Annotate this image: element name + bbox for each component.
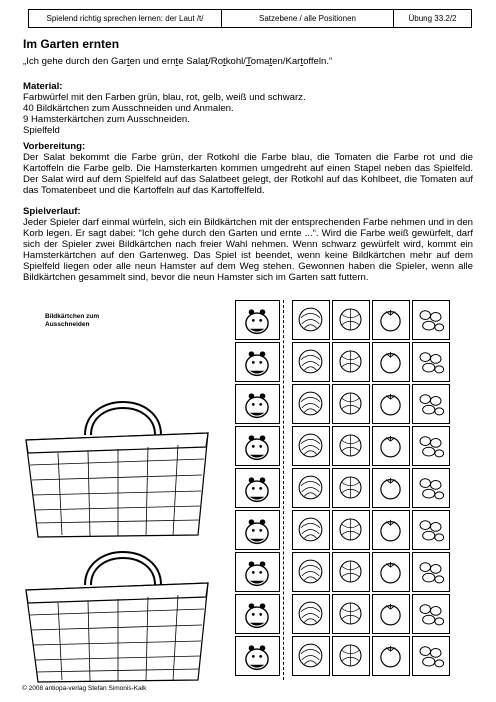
hamster-card <box>235 342 280 382</box>
hamster-card <box>235 300 280 340</box>
lettuce-icon <box>293 469 328 506</box>
cabbage-card <box>332 342 370 382</box>
hamster-card <box>235 594 280 634</box>
material-line: Spielfeld <box>23 125 60 136</box>
lettuce-card <box>292 300 330 340</box>
tomato-icon <box>373 637 408 674</box>
tomato-card <box>372 468 410 508</box>
lettuce-icon <box>293 511 328 548</box>
lettuce-card <box>292 510 330 550</box>
potato-card <box>412 342 450 382</box>
potato-icon <box>413 595 448 632</box>
hamster-icon <box>236 343 278 380</box>
lettuce-icon <box>293 385 328 422</box>
cabbage-icon <box>333 553 368 590</box>
hamster-icon <box>236 385 278 422</box>
hamster-icon <box>236 553 278 590</box>
tomato-icon <box>373 343 408 380</box>
cabbage-icon <box>333 511 368 548</box>
footer-copyright: © 2008 antiopa-verlag Stefan Simonis-Kalk <box>22 685 147 692</box>
lettuce-card <box>292 384 330 424</box>
cabbage-card <box>332 636 370 676</box>
potato-card <box>412 426 450 466</box>
potato-card <box>412 636 450 676</box>
lettuce-icon <box>293 427 328 464</box>
cabbage-icon <box>333 301 368 338</box>
cabbage-card <box>332 594 370 634</box>
tomato-icon <box>373 469 408 506</box>
tomato-card <box>372 426 410 466</box>
lettuce-icon <box>293 553 328 590</box>
header-table <box>28 9 472 28</box>
cabbage-card <box>332 384 370 424</box>
tomato-card <box>372 300 410 340</box>
material-section <box>23 81 473 136</box>
header-topic: Spielend richtig sprechen lernen: der Laut /t/ <box>29 10 222 27</box>
tomato-card <box>372 552 410 592</box>
lettuce-icon <box>293 301 328 338</box>
material-heading: Material: <box>23 81 63 92</box>
potato-icon <box>413 511 448 548</box>
lettuce-card <box>292 594 330 634</box>
cabbage-icon <box>333 385 368 422</box>
potato-card <box>412 510 450 550</box>
potato-icon <box>413 343 448 380</box>
tomato-card <box>372 636 410 676</box>
cabbage-card <box>332 468 370 508</box>
hamster-card <box>235 552 280 592</box>
hamster-card <box>235 426 280 466</box>
spielverlauf-heading: Spielverlauf: <box>23 206 81 217</box>
cabbage-icon <box>333 637 368 674</box>
lettuce-icon <box>293 637 328 674</box>
hamster-icon <box>236 301 278 338</box>
tomato-card <box>372 342 410 382</box>
page-title: Im Garten ernten <box>23 37 120 51</box>
vorbereitung-heading: Vorbereitung: <box>23 141 86 152</box>
cabbage-icon <box>333 469 368 506</box>
cabbage-card <box>332 510 370 550</box>
cabbage-card <box>332 426 370 466</box>
material-line: Farbwürfel mit den Farben grün, blau, rot, gelb, weiß und schwarz. <box>23 92 306 103</box>
cards-grid <box>235 300 450 679</box>
potato-card <box>412 300 450 340</box>
potato-card <box>412 552 450 592</box>
material-line: 40 Bildkärtchen zum Ausschneiden und Anmalen. <box>23 103 234 114</box>
lettuce-card <box>292 468 330 508</box>
lettuce-icon <box>293 595 328 632</box>
header-exercise: Übung 33.2/2 <box>408 14 457 23</box>
lettuce-icon <box>293 343 328 380</box>
spielverlauf-section <box>23 206 473 283</box>
tomato-card <box>372 594 410 634</box>
potato-icon <box>413 469 448 506</box>
hamster-card <box>235 468 280 508</box>
cabbage-icon <box>333 343 368 380</box>
cabbage-icon <box>333 595 368 632</box>
potato-icon <box>413 427 448 464</box>
tomato-icon <box>373 385 408 422</box>
spielverlauf-text: Jeder Spieler darf einmal würfeln, sich ein Bildkärtchen mit der entsprechenden Farbe nehmen und in den Korb legen. Er sagt dabei: “Ich gehe durch den Garten und ernte ...“. Wird die Farbe weiß gewürfelt, darf sich der Spieler zwei Bildkärtchen nach freier Wahl nehmen. Wenn schwarz gewürfelt wird, kommt ein Hamsterkärtchen auf den Gartenweg. Das Spiel ist beendet, wenn keine Bildkärtchen mehr auf dem Spielfeld liegen oder alle neun Hamster auf dem Weg stehen. Gewonnen haben die Spieler, wenn alle Bildkärtchen gesammelt sind, bevor die neun Hamster sich im Garten satt futtern. <box>23 217 473 283</box>
hamster-card <box>235 636 280 676</box>
potato-icon <box>413 637 448 674</box>
basket-image <box>18 540 218 690</box>
lettuce-card <box>292 552 330 592</box>
hamster-icon <box>236 637 278 674</box>
tomato-card <box>372 510 410 550</box>
potato-card <box>412 594 450 634</box>
potato-icon <box>413 385 448 422</box>
tomato-icon <box>373 301 408 338</box>
header-level: Satzebene / alle Positionen <box>222 10 394 27</box>
tomato-card <box>372 384 410 424</box>
tomato-icon <box>373 427 408 464</box>
tomato-icon <box>373 553 408 590</box>
hamster-icon <box>236 469 278 506</box>
hamster-icon <box>236 595 278 632</box>
basket-image <box>18 385 218 545</box>
lettuce-card <box>292 342 330 382</box>
potato-card <box>412 384 450 424</box>
cabbage-icon <box>333 427 368 464</box>
quote-sentence: „Ich gehe durch den Garten und ernte Salat/Rotkohl/Tomaten/Kartoffeln.“ <box>23 56 333 67</box>
hamster-icon <box>236 427 278 464</box>
hamster-icon <box>236 511 278 548</box>
vorbereitung-section <box>23 141 473 196</box>
cards-label: Bildkärtchen zum Ausschneiden <box>45 313 100 328</box>
cabbage-card <box>332 552 370 592</box>
tomato-icon <box>373 511 408 548</box>
lettuce-card <box>292 636 330 676</box>
cabbage-card <box>332 300 370 340</box>
hamster-card <box>235 510 280 550</box>
material-line: 9 Hamsterkärtchen zum Ausschneiden. <box>23 114 190 125</box>
hamster-card <box>235 384 280 424</box>
potato-icon <box>413 301 448 338</box>
lettuce-card <box>292 426 330 466</box>
potato-card <box>412 468 450 508</box>
tomato-icon <box>373 595 408 632</box>
potato-icon <box>413 553 448 590</box>
vorbereitung-text: Der Salat bekommt die Farbe grün, der Rotkohl die Farbe blau, die Tomaten die Farbe rot und die Kartoffeln die Farbe gelb. Die Hamsterkarten kommen umgedreht auf einen Stapel neben das Spielfeld. Der Salat wird auf dem Spielfeld auf das Salatbeet gelegt, der Rotkohl auf das Kohlbeet, die Tomaten auf das Tomatenbeet und die Kartoffeln auf das Kartoffelfeld. <box>23 152 473 196</box>
